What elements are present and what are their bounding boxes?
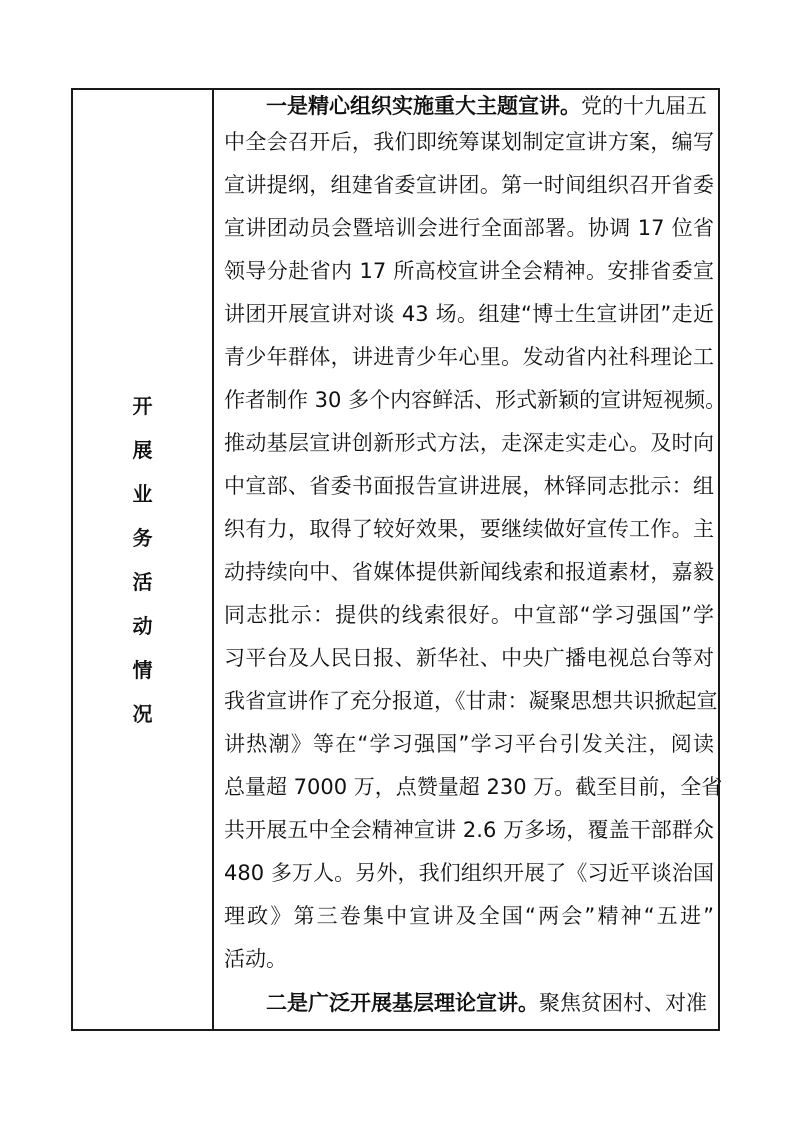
paragraph-2-first-line xyxy=(224,985,714,1021)
text-line: 领导分赴省内 17 所高校宣讲全会精神。安排省委宣 xyxy=(224,259,714,283)
text-line: 讲热潮》等在“学习强国”学习平台引发关注，阅读 xyxy=(224,732,714,756)
text-line: 中宣部、省委书面报告宣讲进展，林铎同志批示：组 xyxy=(224,474,714,498)
text-line: 宣讲提纲，组建省委宣讲团。第一时间组织召开省委 xyxy=(224,173,714,197)
text-line: 同志批示：提供的线索很好。中宣部“学习强国”学 xyxy=(224,603,714,627)
text-line: 活动。 xyxy=(224,947,287,971)
text-line: 织有力，取得了较好效果，要继续做好宣传工作。主 xyxy=(224,517,714,541)
text-line: 聚焦贫困村、对准 xyxy=(539,991,707,1015)
text-line: 宣讲团动员会暨培训会进行全面部署。协调 17 位省 xyxy=(224,216,714,240)
paragraph-2-heading: 二是广泛开展基层理论宣讲。 xyxy=(266,990,539,1015)
side-label-char: 业 xyxy=(132,481,153,506)
paragraph-1-first-line xyxy=(224,88,714,124)
text-line: 作者制作 30 多个内容鲜活、形式新颖的宣讲短视频。 xyxy=(224,388,727,412)
text-line: 480 多万人。另外，我们组织开展了《习近平谈治国 xyxy=(224,861,714,885)
side-label-char: 展 xyxy=(132,437,153,462)
form-table xyxy=(71,88,727,1031)
text-line: 中全会召开后，我们即统筹谋划制定宣讲方案，编写 xyxy=(224,130,714,154)
text-line: 推动基层宣讲创新形式方法，走深走实走心。及时向 xyxy=(224,431,714,455)
side-label-char: 务 xyxy=(132,525,153,550)
text-line: 我省宣讲作了充分报道，《甘肃：凝聚思想共识掀起宣 xyxy=(224,689,718,713)
text-line: 共开展五中全会精神宣讲 2.6 万多场，覆盖干部群众 xyxy=(224,818,714,842)
side-label-char: 开 xyxy=(132,393,153,418)
text-line: 总量超 7000 万，点赞量超 230 万。截至目前，全省 xyxy=(224,775,723,799)
text-line: 习平台及人民日报、新华社、中央广播电视总台等对 xyxy=(224,646,714,670)
side-label-char: 活 xyxy=(132,569,153,594)
side-label-char: 动 xyxy=(132,613,153,638)
side-label-char: 况 xyxy=(132,701,153,726)
text-line: 讲团开展宣讲对谈 43 场。组建“博士生宣讲团”走近 xyxy=(224,302,714,326)
column-divider xyxy=(212,90,214,1029)
text-line: 青少年群体，讲进青少年心里。发动省内社科理论工 xyxy=(224,345,714,369)
side-label-column xyxy=(73,90,212,1029)
paragraph-1-heading: 一是精心组织实施重大主题宣讲。 xyxy=(266,93,581,118)
text-line: 理政》第三卷集中宣讲及全国“两会”精神“五进” xyxy=(224,904,714,928)
text-line: 党的十九届五 xyxy=(581,94,707,118)
side-label-char: 情 xyxy=(132,657,153,682)
text-line: 动持续向中、省媒体提供新闻线索和报道素材，嘉毅 xyxy=(224,560,714,584)
